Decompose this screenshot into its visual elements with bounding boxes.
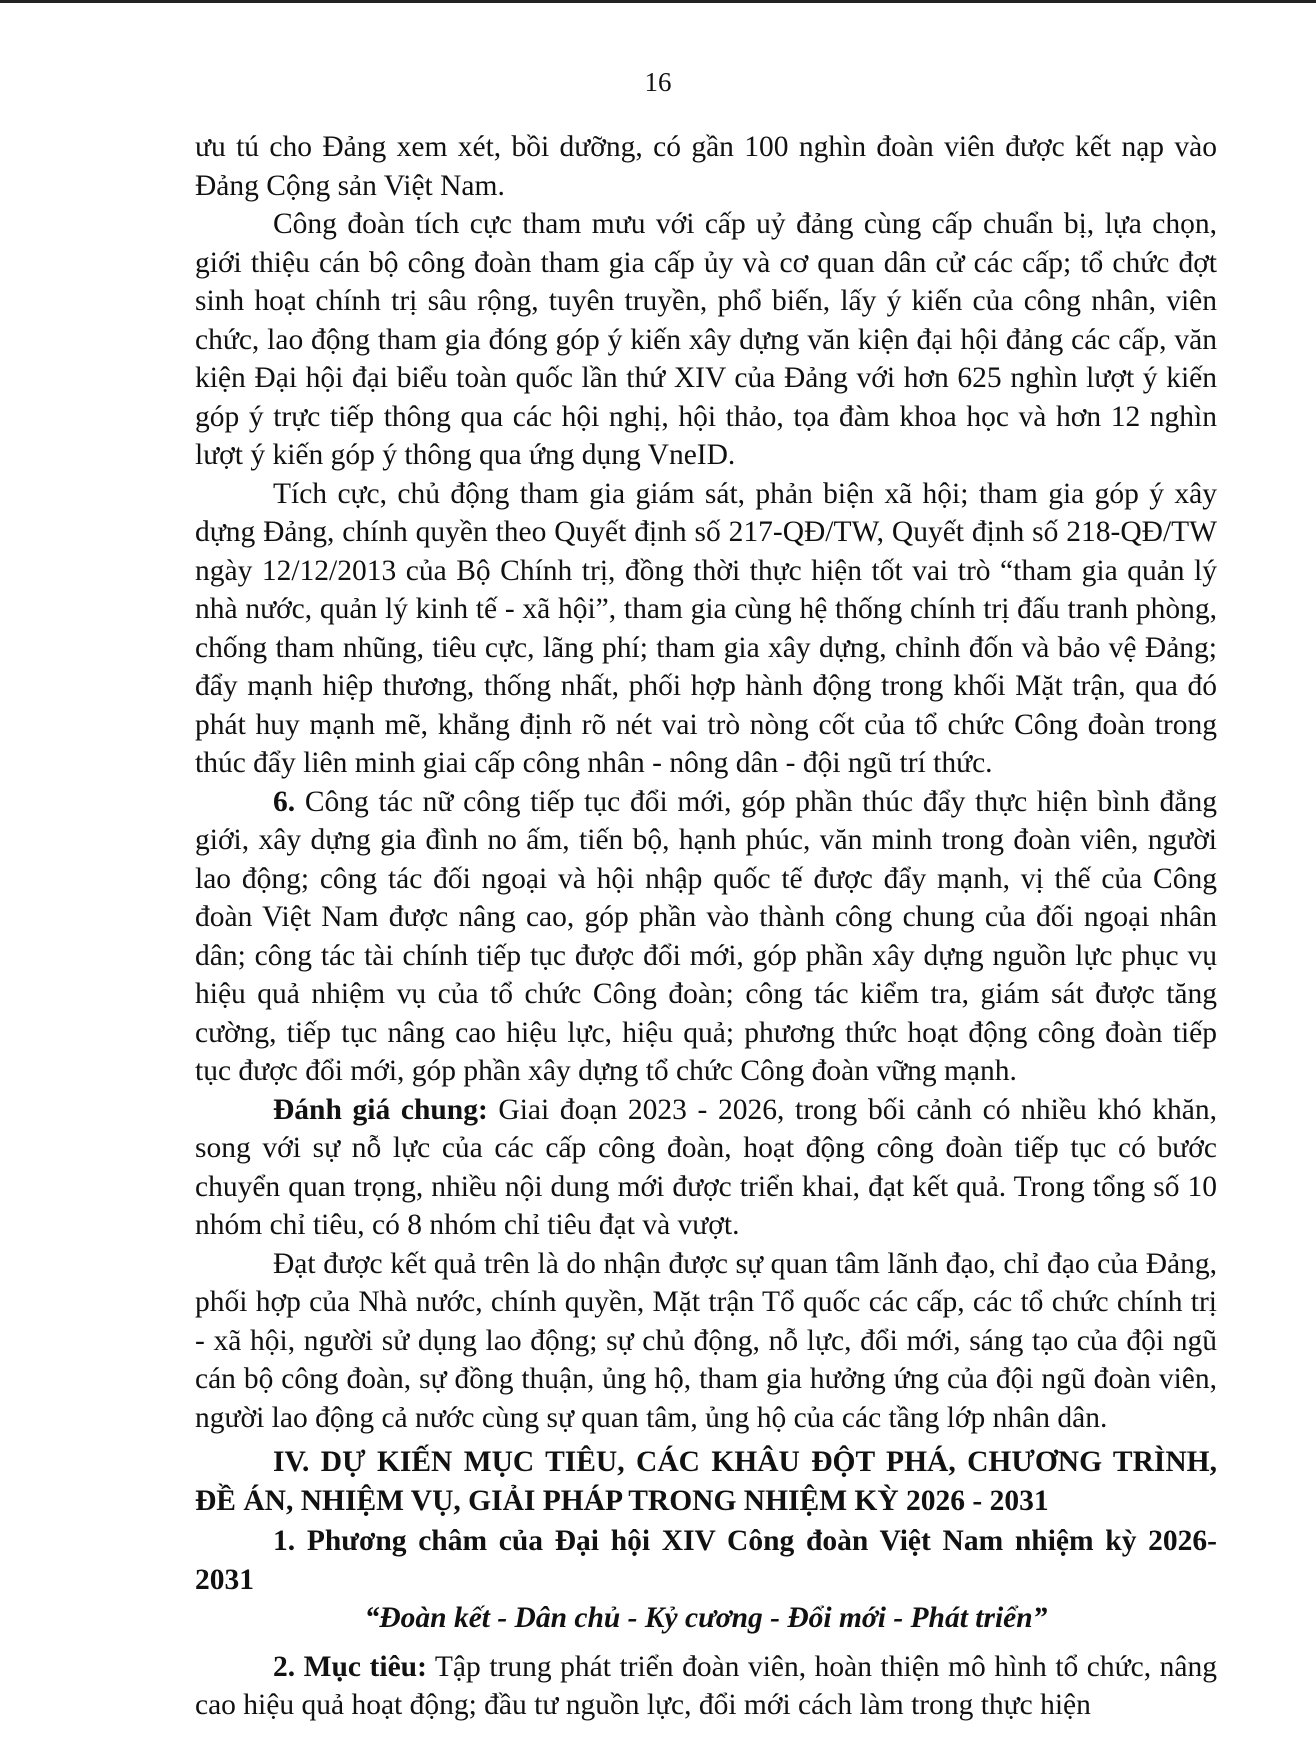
paragraph-union-nomination: [195, 205, 1217, 475]
paragraph-text: Công đoàn tích cực tham mưu với cấp uỷ đảng cùng cấp chuẩn bị, lựa chọn, giới thiệu cán bộ công đoàn tham gia cấp ủy và cơ quan dân cử các cấp; tổ chức đợt sinh hoạt chính trị sâu rộng, tuyên truyền, phổ biến, lấy ý kiến của công nhân, viên chức, lao động tham gia đóng góp ý kiến xây dựng văn kiện đại hội đảng các cấp, văn kiện Đại hội đại biểu toàn quốc lần thứ XIV của Đảng với hơn 625 nghìn lượt ý kiến góp ý trực tiếp thông qua các hội nghị, hội thảo, tọa đàm khoa học và hơn 12 nghìn lượt ý kiến góp ý thông qua ứng dụng VneID.: [195, 208, 1217, 471]
section-heading-iv: IV. DỰ KIẾN MỤC TIÊU, CÁC KHÂU ĐỘT PHÁ, CHƯƠNG TRÌNH, ĐỀ ÁN, NHIỆM VỤ, GIẢI PHÁP TRONG NHIỆM KỲ 2026 - 2031: [195, 1446, 1217, 1517]
subheading-motto: 1. Phương châm của Đại hội XIV Công đoàn Việt Nam nhiệm kỳ 2026-2031: [195, 1525, 1217, 1596]
paragraph-item-6: [195, 783, 1217, 1091]
paragraph-general-assessment: [195, 1091, 1217, 1245]
paragraph-continuation: [195, 128, 1217, 205]
paragraph-lead: 2. Mục tiêu:: [273, 1650, 427, 1683]
paragraph-text: Giai đoạn 2023 - 2026, trong bối cảnh có nhiều khó khăn, song với sự nỗ lực của các cấp công đoàn, hoạt động công đoàn tiếp tục có bước chuyển quan trọng, nhiều nội dung mới được triển khai, đạt kết quả. Trong tổng số 10 nhóm chỉ tiêu, có 8 nhóm chỉ tiêu đạt và vượt.: [195, 1093, 1217, 1241]
page-number: 16: [644, 67, 672, 97]
paragraph-goal: [195, 1648, 1217, 1725]
top-border-line: [0, 0, 1316, 3]
paragraph-text: Tập trung phát triển đoàn viên, hoàn thiện mô hình tổ chức, nâng cao hiệu quả hoạt động; đầu tư nguồn lực, đổi mới cách làm trong thực hiện: [195, 1650, 1217, 1721]
paragraph-text: Tích cực, chủ động tham gia giám sát, phản biện xã hội; tham gia góp ý xây dựng Đảng, chính quyền theo Quyết định số 217-QĐ/TW, Quyết định số 218-QĐ/TW ngày 12/12/2013 của Bộ Chính trị, đồng thời thực hiện tốt vai trò “tham gia quản lý nhà nước, quản lý kinh tế - xã hội”, tham gia cùng hệ thống chính trị đấu tranh phòng, chống tham nhũng, tiêu cực, lãng phí; tham gia xây dựng, chỉnh đốn và bảo vệ Đảng; đẩy mạnh hiệp thương, thống nhất, phối hợp hành động trong khối Mặt trận, qua đó phát huy mạnh mẽ, khẳng định rõ nét vai trò nòng cốt của tổ chức Công đoàn trong thúc đẩy liên minh giai cấp công nhân - nông dân - đội ngũ trí thức.: [195, 477, 1217, 779]
paragraph-social-supervision: [195, 475, 1217, 783]
document-body: [195, 128, 1217, 1725]
paragraph-lead: 6.: [273, 785, 296, 818]
paragraph-text: Công tác nữ công tiếp tục đổi mới, góp phần thúc đẩy thực hiện bình đẳng giới, xây dựng gia đình no ấm, tiến bộ, hạnh phúc, văn minh trong đoàn viên, người lao động; công tác đối ngoại và hội nhập quốc tế được đẩy mạnh, vị thế của Công đoàn Việt Nam được nâng cao, góp phần vào thành công chung của đối ngoại nhân dân; công tác tài chính tiếp tục được đổi mới, góp phần xây dựng nguồn lực phục vụ hiệu quả nhiệm vụ của tổ chức Công đoàn; công tác kiểm tra, giám sát được tăng cường, tiếp tục nâng cao hiệu lực, hiệu quả; phương thức hoạt động công đoàn tiếp tục được đổi mới, góp phần xây dựng tổ chức Công đoàn vững mạnh.: [195, 785, 1217, 1087]
paragraph-text: Đạt được kết quả trên là do nhận được sự quan tâm lãnh đạo, chỉ đạo của Đảng, phối hợp của Nhà nước, chính quyền, Mặt trận Tổ quốc các cấp, các tổ chức chính trị - xã hội, người sử dụng lao động; sự chủ động, nỗ lực, đổi mới, sáng tạo của đội ngũ cán bộ công đoàn, sự đồng thuận, ủng hộ, tham gia hưởng ứng của đội ngũ đoàn viên, người lao động cả nước cùng sự quan tâm, ủng hộ của các tầng lớp nhân dân.: [195, 1247, 1217, 1434]
paragraph-lead: Đánh giá chung:: [273, 1093, 488, 1126]
paragraph-results-reason: [195, 1245, 1217, 1438]
paragraph-text: ưu tú cho Đảng xem xét, bồi dưỡng, có gần 100 nghìn đoàn viên được kết nạp vào Đảng Cộng sản Việt Nam.: [195, 131, 1217, 202]
motto-text: “Đoàn kết - Dân chủ - Kỷ cương - Đổi mới - Phát triển”: [364, 1602, 1048, 1634]
